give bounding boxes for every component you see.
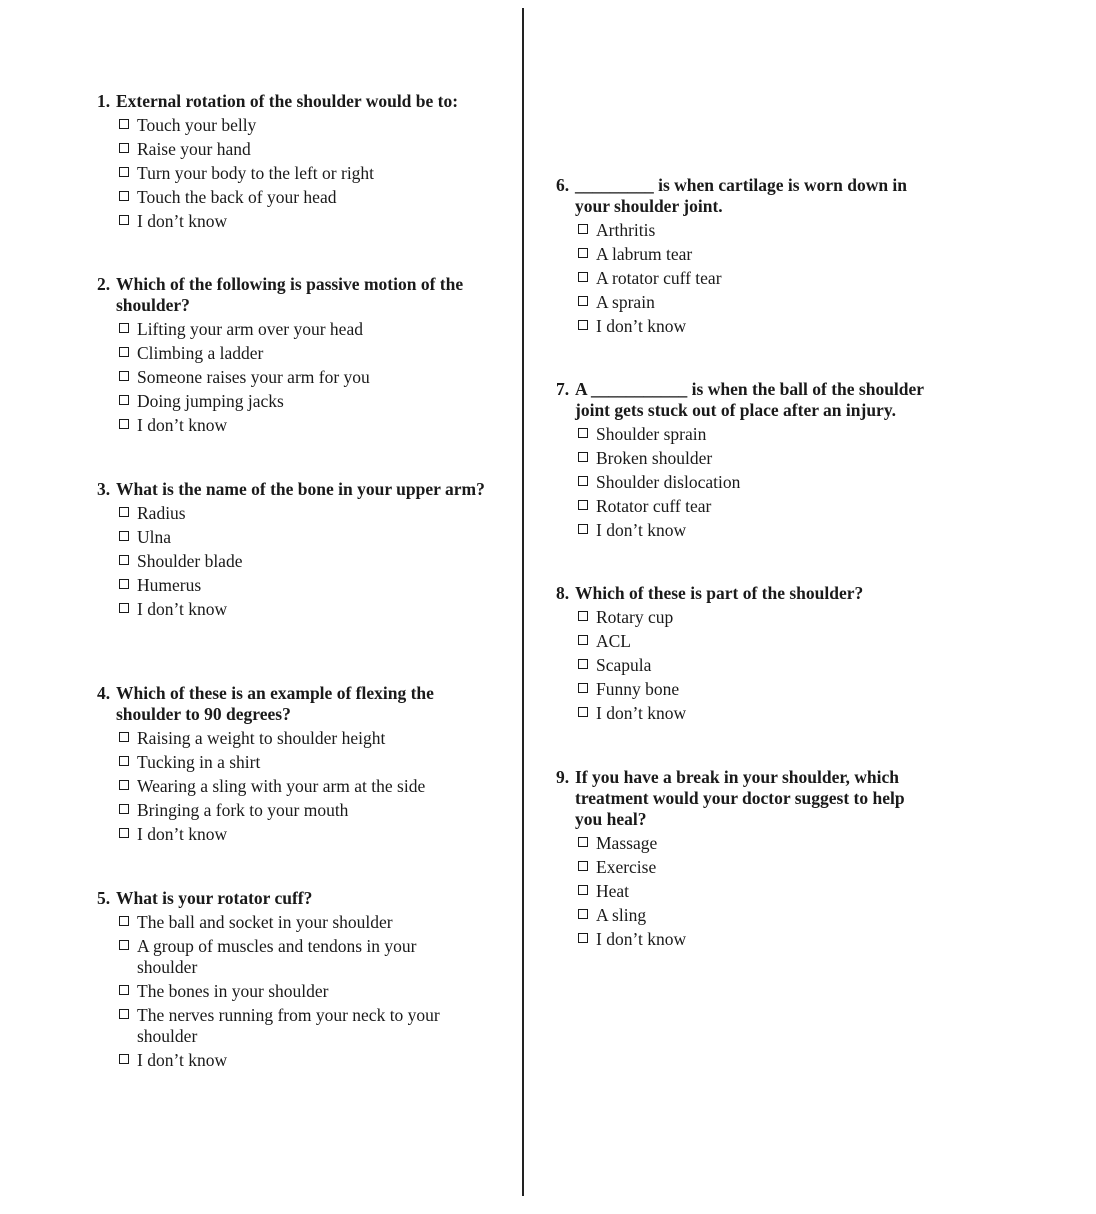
checkbox-icon[interactable]	[119, 579, 129, 589]
checkbox-icon[interactable]	[578, 909, 588, 919]
question-4	[97, 683, 487, 848]
checkbox-icon[interactable]	[119, 916, 129, 926]
checkbox-icon[interactable]	[119, 119, 129, 129]
checkbox-icon[interactable]	[578, 611, 588, 621]
option-label: Shoulder sprain	[596, 424, 707, 444]
question-number: 3.	[97, 479, 111, 499]
checkbox-icon[interactable]	[119, 780, 129, 790]
question-text: Which of these is an example of flexing the shoulder to 90 degrees?	[116, 683, 434, 724]
answer-option[interactable]	[578, 929, 931, 950]
checkbox-icon[interactable]	[119, 985, 129, 995]
option-label: Shoulder blade	[137, 551, 243, 571]
checkbox-icon[interactable]	[578, 224, 588, 234]
checkbox-icon[interactable]	[578, 707, 588, 717]
checkbox-icon[interactable]	[119, 804, 129, 814]
answer-option[interactable]	[119, 912, 477, 933]
answer-option[interactable]	[578, 833, 931, 854]
question-text: If you have a break in your shoulder, which treatment would your doctor suggest to help you heal?	[575, 767, 905, 829]
answer-option[interactable]	[119, 599, 487, 620]
option-label: Radius	[137, 503, 186, 523]
checkbox-icon[interactable]	[578, 885, 588, 895]
option-label: I don’t know	[137, 1050, 228, 1070]
option-label: Shoulder dislocation	[596, 472, 741, 492]
question-title	[556, 583, 946, 604]
checkbox-icon[interactable]	[119, 371, 129, 381]
answer-option[interactable]	[119, 575, 487, 596]
checkbox-icon[interactable]	[119, 323, 129, 333]
question-5	[97, 888, 477, 1074]
option-label: Heat	[596, 881, 630, 901]
answer-option[interactable]	[578, 220, 936, 241]
checkbox-icon[interactable]	[578, 452, 588, 462]
question-number: 9.	[556, 767, 570, 787]
checkbox-icon[interactable]	[119, 940, 129, 950]
option-label: Climbing a ladder	[137, 343, 264, 363]
checkbox-icon[interactable]	[578, 635, 588, 645]
answer-option[interactable]	[119, 115, 487, 136]
answer-options	[556, 833, 931, 950]
answer-option[interactable]	[119, 139, 487, 160]
question-number: 4.	[97, 683, 111, 703]
option-label: A rotator cuff tear	[596, 268, 722, 288]
option-label: The nerves running from your neck to your shoulder	[137, 1005, 440, 1046]
answer-option[interactable]	[578, 857, 931, 878]
option-label: A group of muscles and tendons in your shoulder	[137, 936, 417, 977]
option-label: Massage	[596, 833, 658, 853]
checkbox-icon[interactable]	[578, 659, 588, 669]
answer-option[interactable]	[578, 472, 951, 493]
option-label: A sling	[596, 905, 647, 925]
option-label: Funny bone	[596, 679, 680, 699]
option-label: Touch your belly	[137, 115, 257, 135]
checkbox-icon[interactable]	[119, 555, 129, 565]
checkbox-icon[interactable]	[578, 683, 588, 693]
answer-option[interactable]	[119, 187, 487, 208]
answer-option[interactable]	[119, 415, 487, 436]
checkbox-icon[interactable]	[119, 531, 129, 541]
answer-option[interactable]	[578, 881, 931, 902]
question-text: Which of the following is passive motion of the shoulder?	[116, 274, 464, 315]
option-label: Touch the back of your head	[137, 187, 337, 207]
answer-option[interactable]	[119, 1005, 477, 1047]
checkbox-icon[interactable]	[119, 828, 129, 838]
answer-option[interactable]	[578, 631, 946, 652]
option-label: I don’t know	[596, 929, 687, 949]
option-label: I don’t know	[596, 316, 687, 336]
question-6	[556, 175, 936, 340]
question-number: 7.	[556, 379, 570, 399]
question-title	[97, 274, 487, 316]
checkbox-icon[interactable]	[119, 167, 129, 177]
answer-option[interactable]	[119, 981, 477, 1002]
question-number: 6.	[556, 175, 570, 195]
checkbox-icon[interactable]	[578, 524, 588, 534]
question-text: External rotation of the shoulder would be to:	[116, 91, 459, 111]
checkbox-icon[interactable]	[578, 476, 588, 486]
checkbox-icon[interactable]	[119, 143, 129, 153]
answer-option[interactable]	[119, 824, 487, 845]
answer-options	[97, 503, 487, 620]
checkbox-icon[interactable]	[578, 248, 588, 258]
answer-options	[97, 115, 487, 232]
answer-options	[97, 912, 477, 1071]
question-number: 1.	[97, 91, 111, 111]
option-label: Someone raises your arm for you	[137, 367, 370, 387]
question-2	[97, 274, 487, 439]
answer-option[interactable]	[119, 936, 477, 978]
option-label: A sprain	[596, 292, 655, 312]
question-7	[556, 379, 951, 544]
option-label: ACL	[596, 631, 631, 651]
answer-option[interactable]	[578, 424, 951, 445]
answer-option[interactable]	[119, 503, 487, 524]
option-label: Raise your hand	[137, 139, 251, 159]
answer-option[interactable]	[119, 527, 487, 548]
answer-option[interactable]	[119, 163, 487, 184]
option-label: I don’t know	[137, 211, 228, 231]
checkbox-icon[interactable]	[119, 507, 129, 517]
question-text: What is your rotator cuff?	[116, 888, 313, 908]
option-label: Rotator cuff tear	[596, 496, 712, 516]
answer-option[interactable]	[119, 776, 487, 797]
checkbox-icon[interactable]	[578, 320, 588, 330]
option-label: Ulna	[137, 527, 172, 547]
option-label: Humerus	[137, 575, 202, 595]
option-label: I don’t know	[596, 703, 687, 723]
question-title	[97, 683, 487, 725]
answer-option[interactable]	[578, 905, 931, 926]
checkbox-icon[interactable]	[578, 296, 588, 306]
answer-option[interactable]	[119, 752, 487, 773]
option-label: Tucking in a shirt	[137, 752, 261, 772]
column-divider	[522, 8, 524, 1196]
option-label: A labrum tear	[596, 244, 693, 264]
question-8	[556, 583, 946, 727]
checkbox-icon[interactable]	[119, 1009, 129, 1019]
answer-option[interactable]	[119, 1050, 477, 1071]
question-text: What is the name of the bone in your upper arm?	[116, 479, 485, 499]
checkbox-icon[interactable]	[119, 603, 129, 613]
answer-option[interactable]	[119, 211, 487, 232]
question-title	[556, 767, 931, 830]
option-label: Rotary cup	[596, 607, 674, 627]
checkbox-icon[interactable]	[578, 272, 588, 282]
option-label: Doing jumping jacks	[137, 391, 284, 411]
option-label: I don’t know	[137, 824, 228, 844]
answer-option[interactable]	[119, 391, 487, 412]
option-label: Exercise	[596, 857, 657, 877]
question-text: _________ is when cartilage is worn down in your shoulder joint.	[575, 175, 908, 216]
answer-options	[556, 220, 936, 337]
option-label: Arthritis	[596, 220, 656, 240]
answer-option[interactable]	[578, 496, 951, 517]
answer-options	[556, 607, 946, 724]
question-text: A ___________ is when the ball of the shoulder joint gets stuck out of place after an injury.	[575, 379, 924, 420]
question-number: 5.	[97, 888, 111, 908]
answer-option[interactable]	[578, 607, 946, 628]
question-number: 8.	[556, 583, 570, 603]
checkbox-icon[interactable]	[578, 837, 588, 847]
answer-option[interactable]	[578, 655, 946, 676]
answer-option[interactable]	[578, 703, 946, 724]
answer-option[interactable]	[578, 292, 936, 313]
question-number: 2.	[97, 274, 111, 294]
question-1	[97, 91, 487, 235]
question-title	[97, 479, 487, 500]
checkbox-icon[interactable]	[578, 861, 588, 871]
answer-option[interactable]	[119, 319, 487, 340]
checkbox-icon[interactable]	[578, 500, 588, 510]
question-9	[556, 767, 931, 953]
checkbox-icon[interactable]	[119, 191, 129, 201]
answer-option[interactable]	[578, 244, 936, 265]
option-label: Turn your body to the left or right	[137, 163, 375, 183]
answer-option[interactable]	[119, 800, 487, 821]
option-label: I don’t know	[596, 520, 687, 540]
option-label: The bones in your shoulder	[137, 981, 329, 1001]
option-label: Bringing a fork to your mouth	[137, 800, 349, 820]
checkbox-icon[interactable]	[119, 732, 129, 742]
question-title	[556, 175, 936, 217]
question-title	[556, 379, 951, 421]
answer-option[interactable]	[119, 728, 487, 749]
option-label: Broken shoulder	[596, 448, 713, 468]
answer-option[interactable]	[119, 367, 487, 388]
checkbox-icon[interactable]	[119, 395, 129, 405]
question-text: Which of these is part of the shoulder?	[575, 583, 864, 603]
checkbox-icon[interactable]	[119, 1054, 129, 1064]
checkbox-icon[interactable]	[119, 419, 129, 429]
checkbox-icon[interactable]	[119, 347, 129, 357]
answer-options	[97, 319, 487, 436]
checkbox-icon[interactable]	[578, 933, 588, 943]
question-3	[97, 479, 487, 623]
answer-option[interactable]	[578, 448, 951, 469]
option-label: I don’t know	[137, 415, 228, 435]
answer-option[interactable]	[578, 520, 951, 541]
answer-options	[97, 728, 487, 845]
answer-option[interactable]	[578, 679, 946, 700]
checkbox-icon[interactable]	[578, 428, 588, 438]
answer-option[interactable]	[578, 268, 936, 289]
checkbox-icon[interactable]	[119, 215, 129, 225]
answer-option[interactable]	[119, 551, 487, 572]
checkbox-icon[interactable]	[119, 756, 129, 766]
option-label: Scapula	[596, 655, 652, 675]
option-label: Wearing a sling with your arm at the side	[137, 776, 426, 796]
answer-options	[556, 424, 951, 541]
option-label: Lifting your arm over your head	[137, 319, 363, 339]
question-title	[97, 91, 487, 112]
option-label: Raising a weight to shoulder height	[137, 728, 386, 748]
answer-option[interactable]	[578, 316, 936, 337]
option-label: The ball and socket in your shoulder	[137, 912, 393, 932]
option-label: I don’t know	[137, 599, 228, 619]
question-title	[97, 888, 477, 909]
answer-option[interactable]	[119, 343, 487, 364]
